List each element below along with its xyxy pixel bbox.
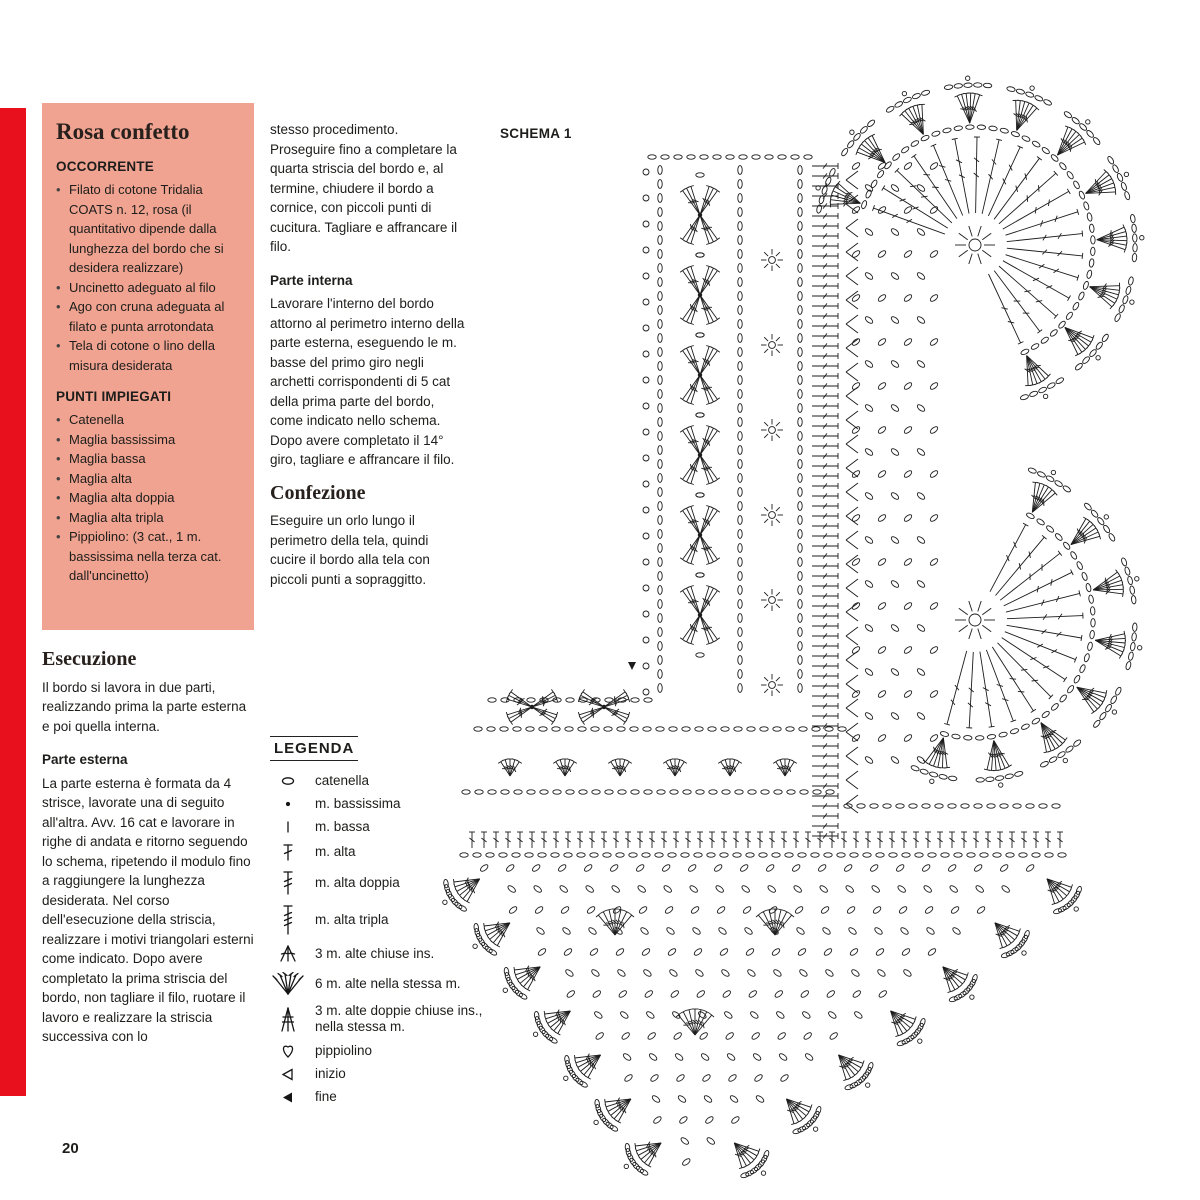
legend-item — [270, 796, 500, 812]
legend-label: m. alta tripla — [315, 911, 389, 927]
cluster-3tr-icon — [270, 1005, 306, 1034]
parte-esterna-heading: Parte esterna — [42, 752, 128, 767]
list-item: • Maglia bassissima — [56, 430, 240, 450]
legend-item — [270, 943, 500, 964]
list-item: • Tela di cotone o lino della misura desiderata — [56, 336, 240, 375]
legend-item — [270, 1066, 500, 1082]
slip-stitch-icon — [270, 800, 306, 808]
legend-label: m. bassa — [315, 819, 370, 834]
occorrente-list — [56, 180, 240, 375]
legend-label: m. alta — [315, 844, 356, 859]
legend-label: 6 m. alte nella stessa m. — [315, 975, 461, 991]
list-item: • Maglia bassa — [56, 449, 240, 469]
list-item: • Filato di cotone Tridalia COATS n. 12, rosa (il quantitativo dipende dalla lunghezza del bordo che si desidera realizzare) — [56, 180, 240, 278]
red-accent-bar — [0, 108, 26, 1096]
legend-item — [270, 773, 500, 789]
legend-item — [270, 971, 500, 996]
parte-interna-heading: Parte interna — [270, 272, 353, 288]
confezione-text: Eseguire un orlo lungo il perimetro della tela, quindi cucire il bordo alla tela con piccoli punti a sopraggitto. — [270, 513, 430, 587]
list-item: • Catenella — [56, 410, 240, 430]
middle-text-column — [270, 120, 466, 603]
article-title: Rosa confetto — [56, 119, 190, 144]
chain-icon — [270, 775, 306, 787]
page-number: 20 — [62, 1140, 79, 1157]
list-item: • Ago con cruna adeguata al filato e punta arrotondata — [56, 297, 240, 336]
legend-label: catenella — [315, 773, 370, 788]
parte-interna-text: Lavorare l'interno del bordo attorno al perimetro interno della parte esterna, eseguendo le m. basse del primo giro negli archetti corrispondenti di 5 cat della prima parte del bordo, come indicato nello schema. Dopo avere completato il 14° giro, tagliare e affrancare il filo. — [270, 296, 465, 467]
fan-6dc-icon — [270, 971, 306, 996]
double-crochet-icon — [270, 842, 306, 862]
list-item: • Maglia alta — [56, 469, 240, 489]
punti-heading: PUNTI IMPIEGATI — [56, 389, 172, 404]
legend-label: m. bassissima — [315, 796, 401, 811]
legend-panel — [270, 736, 500, 1112]
legend-item — [270, 1042, 500, 1059]
list-item: • Maglia alta tripla — [56, 508, 240, 528]
schema-label: SCHEMA 1 — [500, 126, 572, 141]
end-icon — [270, 1090, 306, 1105]
picot-icon — [270, 1042, 306, 1059]
confezione-heading: Confezione — [270, 481, 366, 504]
legend-label: fine — [315, 1089, 337, 1104]
treble-icon — [270, 869, 306, 896]
legend-item — [270, 903, 500, 936]
legend-label: inizio — [315, 1066, 346, 1081]
legend-label: 3 m. alte chiuse ins. — [315, 945, 435, 961]
legend-label: m. alta doppia — [315, 874, 400, 890]
list-item: • Maglia alta doppia — [56, 488, 240, 508]
parte-esterna-text: La parte esterna è formata da 4 strisce, lavorate una di seguito all'altra. Avv. 16 cat e lavorare in righe di andata e ritorno seguendo lo schema, ripetendo il modulo fino a raggiungere la lunghezza desiderata. Nel corso dell'esecuzione della striscia, realizzare i motivi triangolari esterni come indicato. Dopo avere completato la prima striscia del bordo, non tagliare il filo, ruotare il lavoro e realizzare la striscia successiva con lo — [42, 775, 254, 1044]
legend-item — [270, 869, 500, 896]
legend-item — [270, 819, 500, 835]
legend-label: 3 m. alte doppie chiuse ins., nella stessa m. — [315, 1003, 483, 1034]
occorrente-heading: OCCORRENTE — [56, 159, 155, 174]
legend-label: pippiolino — [315, 1042, 373, 1058]
legend-item — [270, 1003, 500, 1035]
legend-item — [270, 1089, 500, 1105]
legend-item — [270, 842, 500, 862]
esecuzione-text: Il bordo si lavora in due parti, realizzando prima la parte esterna e poi quella interna. — [42, 679, 247, 734]
legend-heading: LEGENDA — [270, 736, 358, 761]
list-item: • Pippiolino: (3 cat., 1 m. bassissima nella terza cat. dall'uncinetto) — [56, 527, 240, 586]
double-treble-icon — [270, 903, 306, 936]
esecuzione-heading: Esecuzione — [42, 648, 137, 670]
punti-list — [56, 410, 240, 586]
start-icon — [270, 1067, 306, 1082]
list-item: • Uncinetto adeguato al filo — [56, 278, 240, 298]
left-text-column — [42, 650, 256, 1061]
single-crochet-icon — [270, 820, 306, 834]
continuation-text: stesso procedimento. Proseguire fino a completare la quarta striscia del bordo e, al termine, chiudere il bordo a cornice, con piccoli punti di cucitura. Tagliare e affrancare il filo. — [270, 122, 458, 254]
cluster-3dc-icon — [270, 943, 306, 964]
materials-panel — [42, 103, 254, 630]
